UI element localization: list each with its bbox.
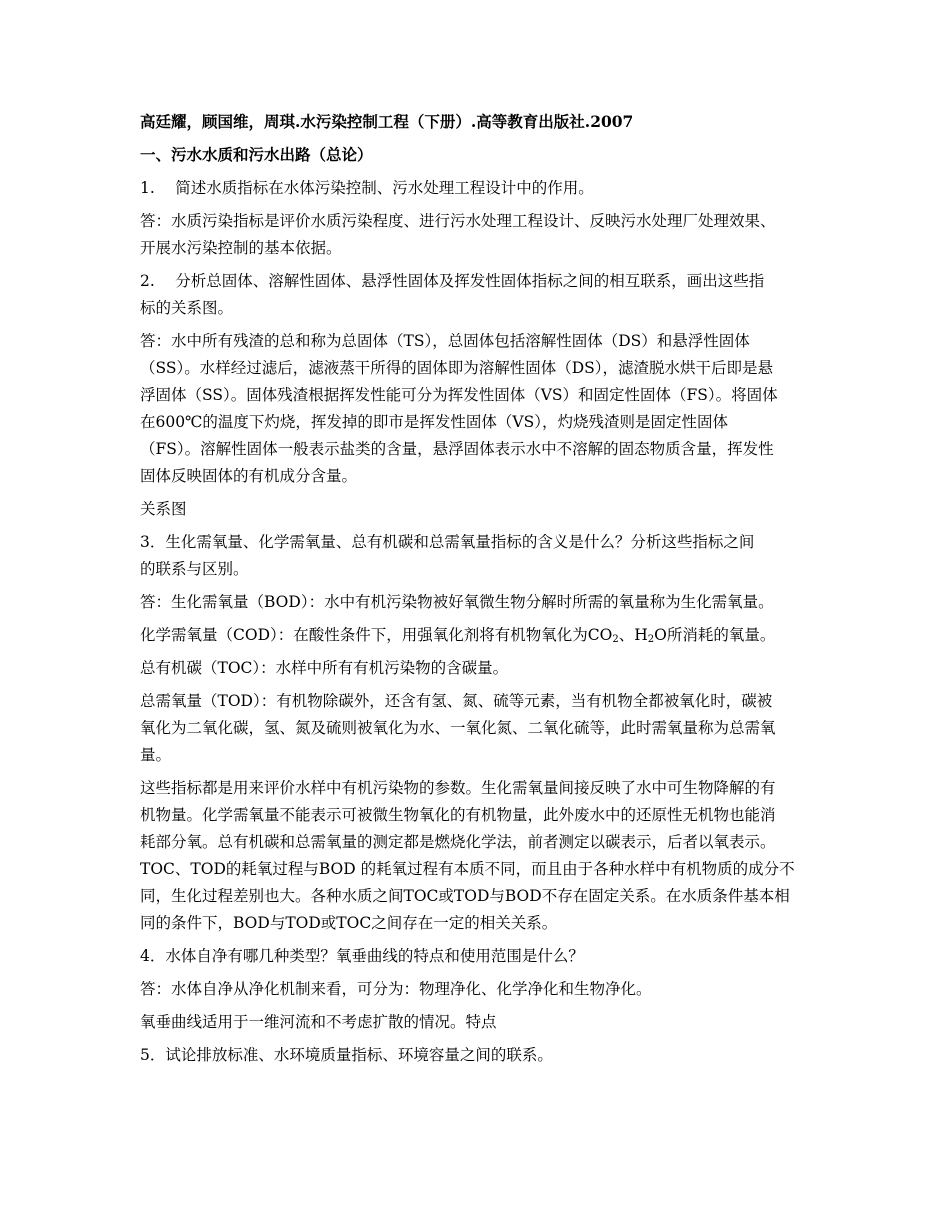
- answer-3-summary-line: 机物量。化学需氧量不能表示可被微生物氧化的有机物量，此外废水中的还原性无机物也能消: [140, 806, 776, 824]
- answer-3-summary-line: 同，生化过程差别也大。各种水质之间TOC或TOD与BOD不存在固定关系。在水质条件基本相: [140, 887, 790, 905]
- section-title: 一、污水水质和污水出路（总论）: [140, 145, 373, 164]
- answer-2-line: 在600℃的温度下灼烧，挥发掉的即市是挥发性固体（VS），灼烧残渣则是固定性固体: [140, 413, 728, 431]
- answer-3-summary-line: TOC、TOD的耗氧过程与BOD 的耗氧过程有本质不同，而且由于各种水样中有机物质的成分不: [140, 860, 795, 878]
- question-3-line: 3．生化需氧量、化学需氧量、总有机碳和总需氧量指标的含义是什么？分析这些指标之间: [140, 533, 755, 551]
- answer-3-summary-line: 耗部分氧。总有机碳和总需氧量的测定都是燃烧化学法，前者测定以碳表示，后者以氧表示。: [140, 833, 776, 851]
- answer-3-toc: 总有机碳（TOC）：水样中所有有机污染物的含碳量。: [140, 659, 509, 677]
- question-2-line: 2. 分析总固体、溶解性固体、悬浮性固体及挥发性固体指标之间的相互联系，画出这些指: [140, 272, 765, 290]
- question-3-line: 的联系与区别。: [140, 560, 249, 578]
- diagram-label: 关系图: [140, 500, 187, 518]
- question-4: 4．水体自净有哪几种类型？氧垂曲线的特点和使用范围是什么？: [140, 947, 584, 965]
- cod-subscript-2: 2: [647, 634, 655, 645]
- answer-3-summary-line: 这些指标都是用来评价水样中有机污染物的参数。生化需氧量间接反映了水中可生物降解的有: [140, 779, 776, 797]
- answer-3-tod-line: 总需氧量（TOD）：有机物除碳外，还含有氢、氮、硫等元素，当有机物全都被氧化时，碳被: [140, 692, 773, 710]
- cod-subscript-1: 2: [612, 634, 619, 645]
- cod-text-1: 化学需氧量（COD）：在酸性条件下，用强氧化剂将有机物氧化为CO: [140, 626, 613, 644]
- answer-2-line: 答：水中所有残渣的总和称为总固体（TS），总固体包括溶解性固体（DS）和悬浮性固体: [140, 332, 750, 350]
- answer-2-line: （SS）。水样经过滤后，滤液蒸干所得的固体即为溶解性固体（DS），滤渣脱水烘干后即是悬: [140, 359, 774, 377]
- document-page: [140, 110, 812, 1067]
- answer-2-line: （FS）。溶解性固体一般表示盐类的含量，悬浮固体表示水中不溶解的固态物质含量，挥发性: [140, 440, 774, 458]
- answer-3-tod-line: 氧化为二氧化碳，氢、氮及硫则被氧化为水、一氧化氮、二氧化硫等，此时需氧量称为总需氧: [140, 719, 776, 737]
- question-5: 5．试论排放标准、水环境质量指标、环境容量之间的联系。: [140, 1046, 553, 1064]
- answer-2-line: 固体反映固体的有机成分含量。: [140, 467, 358, 485]
- answer-4-curve: 氧垂曲线适用于一维河流和不考虑扩散的情况。特点: [140, 1013, 497, 1031]
- answer-3-cod: [140, 623, 812, 647]
- cod-text-2: 、H: [618, 626, 648, 644]
- answer-3-bod: 答：生化需氧量（BOD）：水中有机污染物被好氧微生物分解时所需的氧量称为生化需氧量。: [140, 593, 774, 611]
- question-2-line: 标的关系图。: [140, 299, 234, 317]
- answer-4: 答：水体自净从净化机制来看，可分为：物理净化、化学净化和生物净化。: [140, 980, 652, 998]
- question-1: 1. 简述水质指标在水体污染控制、污水处理工程设计中的作用。: [140, 179, 594, 197]
- answer-3-tod-line: 量。: [140, 746, 172, 764]
- answer-3-summary-line: 同的条件下，BOD与TOD或TOC之间存在一定的相关关系。: [140, 914, 558, 932]
- answer-1-line: 答：水质污染指标是评价水质污染程度、进行污水处理工程设计、反映污水处理厂处理效果、: [140, 212, 776, 230]
- answer-1-line: 开展水污染控制的基本依据。: [140, 239, 342, 257]
- answer-2-line: 浮固体（SS）。固体残渣根据挥发性能可分为挥发性固体（VS）和固定性固体（FS）。将固体: [140, 386, 778, 404]
- cod-text-3: O所消耗的氧量。: [654, 626, 776, 644]
- reference-citation: 高廷耀，顾国维，周琪.水污染控制工程（下册）.高等教育出版社.2007: [140, 112, 634, 131]
